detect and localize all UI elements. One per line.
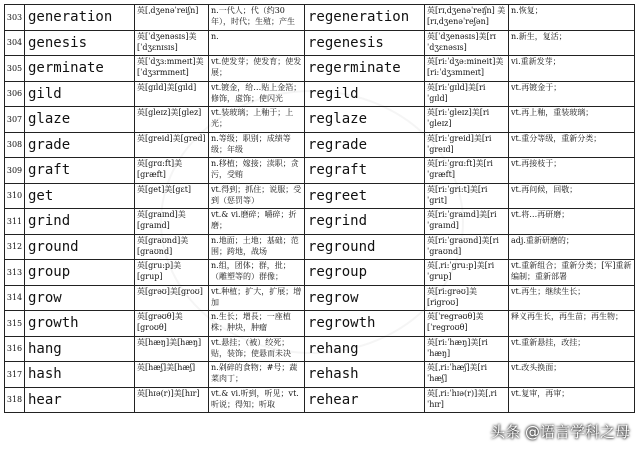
headword-text: growth [28,315,79,332]
derived-word [305,183,425,209]
row-number [5,30,25,56]
pronunciation [135,234,209,260]
pronunciation-text: 英[ˈdʒɜ:mɪneɪt]美[ˈdʒɜrmɪneɪt] [137,57,204,77]
derived-pronunciation [425,132,509,158]
derived-pronunciation [425,387,509,413]
derived-definition-text: vt.重新悬挂，改挂； [511,337,586,347]
derived-word-text: regild [308,85,359,102]
pronunciation [135,209,209,235]
headword [25,81,135,107]
row-number [5,81,25,107]
row-number-text: 312 [6,242,23,252]
definition [209,183,305,209]
derived-pronunciation-text: 英[ri:ˈhæŋ]美[riˈhæŋ] [427,337,488,358]
headword-text: ground [28,238,79,255]
derived-definition [509,56,635,82]
table-row [5,336,635,362]
definition-text: n.地面；土地；基础；范围；跨地，战场 [211,235,299,256]
definition-text: n.组，团体；群，批；（雕塑等的）群像； [211,261,291,281]
row-number [5,362,25,388]
pronunciation-text: 英[graʊnd]美[graʊnd] [137,235,189,256]
definition-text: n.剁碎的食物；#号；蔬菜肉丁； [211,363,298,383]
derived-definition-text: vt.再接枝于； [511,159,562,168]
pronunciation-text: 英[grəʊθ]美[groʊθ] [137,312,183,332]
row-number-text: 314 [6,293,23,303]
headword-text: grade [28,136,71,153]
row-number-text: 317 [6,369,23,379]
row-number-text: 305 [6,63,23,73]
derived-definition [509,81,635,107]
headword [25,183,135,209]
derived-definition [509,158,635,184]
definition-text: n.等级；职别；成绩等级；年级 [211,133,291,154]
derived-pronunciation-text: 英[rɪˌdʒenəˈreɪʃn] 美[rɪˌdʒenəˈreʃən] [427,6,506,26]
derived-pronunciation-text: 英[ri:ˈdʒə:mineit]美[ri:ˈdʒɜmɪneɪt] [427,57,504,77]
derived-definition [509,260,635,286]
definition [209,260,305,286]
derived-definition [509,387,635,413]
definition-text: n.移植；嫁接；渎职；贪污，受贿 [211,159,299,179]
derived-pronunciation-text: 英[ˈregrəʊθ]美[ˈregroʊθ] [427,312,484,332]
definition-text: vt.镀金，给…贴上金箔；修饰，虚饰；使闪光 [211,82,302,103]
headword-text: hear [28,391,62,408]
derived-pronunciation [425,56,509,82]
row-number [5,158,25,184]
definition [209,30,305,56]
derived-word [305,107,425,133]
pronunciation [135,260,209,286]
derived-word [305,81,425,107]
derived-word-text: regrind [308,213,368,230]
derived-word [305,30,425,56]
derived-word [305,285,425,311]
derived-definition-text: n.新生，复活； [511,31,567,41]
derived-definition-text: vt.重分等级，重新分类； [511,133,602,143]
headword [25,107,135,133]
derived-pronunciation [425,183,509,209]
derived-pronunciation [425,311,509,337]
derived-word-text: regeneration [308,9,410,26]
headword-text: hash [28,366,62,383]
definition-text: vt.装玻璃；上釉于；上光； [211,108,294,128]
row-number-text: 315 [6,318,23,328]
derived-word-text: regrade [308,136,368,153]
definition [209,336,305,362]
headword [25,56,135,82]
table-row [5,234,635,260]
headword [25,387,135,413]
table-row [5,183,635,209]
source-watermark: 头条 @语言学科之母 [490,423,630,441]
derived-definition [509,209,635,235]
derived-definition [509,285,635,311]
headword-text: gild [28,85,62,102]
derived-word [305,132,425,158]
derived-word [305,387,425,413]
row-number-text: 310 [6,191,23,201]
headword-text: grow [28,289,62,306]
table-row [5,311,635,337]
headword [25,362,135,388]
derived-word-text: reglaze [308,111,368,128]
derived-definition-text: vt.重新组合；重新分类；[军]重新编制；重新部署 [511,261,632,281]
derived-pronunciation-text: 英[ri:ˈgrɑ:ft]美[riˈgræft] [427,159,493,179]
headword-text: generation [28,9,113,26]
definition [209,311,305,337]
table-row [5,260,635,286]
pronunciation-text: 英[hæʃ]美[hæʃ] [137,363,196,372]
derived-word-text: regrow [308,289,359,306]
derived-pronunciation [425,260,509,286]
pronunciation-text: 英[gɪld]美[gɪld] [137,82,197,92]
headword-text: get [28,187,54,204]
derived-word-text: reground [308,238,376,255]
pronunciation-text: 英[ˈdʒenəsɪs]美[ˈdʒɛnɪsɪs] [137,31,197,52]
table-row [5,132,635,158]
table-row [5,209,635,235]
derived-word [305,56,425,82]
derived-word [305,234,425,260]
derived-word-text: regroup [308,264,368,281]
headword-text: glaze [28,111,71,128]
pronunciation-text: 英[grɑ:ft]美[græft] [137,159,183,179]
headword [25,260,135,286]
derived-pronunciation [425,285,509,311]
derived-pronunciation-text: 英[ˌri:ˈhɪə(r)]美[ˌriˈhɪr] [427,388,497,409]
table-row [5,30,635,56]
derived-definition-text: 释义再生长，再生苗；再生物； [511,312,623,321]
derived-definition [509,234,635,260]
headword [25,5,135,31]
row-number-text: 306 [6,89,23,99]
headword-text: genesis [28,34,88,51]
pronunciation-text: 英[gru:p]美[grup] [137,261,182,281]
headword [25,30,135,56]
derived-definition-text: vt.再镀金于； [511,82,562,92]
row-number [5,234,25,260]
pronunciation-text: 英[ˌdʒenəˈreiʃn] [137,6,199,15]
definition [209,209,305,235]
derived-definition [509,336,635,362]
derived-pronunciation [425,158,509,184]
pronunciation-text: 英[get]美[gɛt] [137,184,192,194]
derived-word [305,209,425,235]
headword [25,234,135,260]
derived-pronunciation-text: 英[ˈdʒenəsɪs]美[rɪˈdʒɛnəsɪs] [427,31,496,52]
derived-definition-text: vt.再生；继续生长； [511,286,586,296]
derived-pronunciation-text: 英[ˌri:ˈgru:p]美[riˈgrup] [427,261,495,281]
definition-text: vt.得到；抓住；说服；受到（惩罚等） [211,184,302,205]
headword-text: graft [28,162,71,179]
row-number [5,132,25,158]
definition [209,81,305,107]
derived-word [305,260,425,286]
derived-word-text: regreet [308,187,368,204]
definition-text: vt.悬挂；（被）绞死；贴，装饰；使悬而未决 [211,337,291,358]
derived-word [305,362,425,388]
derived-definition [509,30,635,56]
derived-definition [509,132,635,158]
table-row [5,5,635,31]
pronunciation [135,132,209,158]
row-number [5,107,25,133]
pronunciation [135,81,209,107]
derived-word-text: regrowth [308,315,376,332]
row-number-text: 316 [6,344,23,354]
headword-text: germinate [28,60,104,77]
definition-text: n.生长；增長；一座植株；肿块，肿瘤 [211,312,291,332]
headword [25,209,135,235]
derived-pronunciation [425,30,509,56]
row-number-text: 309 [6,165,23,175]
pronunciation [135,30,209,56]
derived-definition [509,362,635,388]
derived-pronunciation [425,209,509,235]
headword [25,336,135,362]
headword-text: hang [28,340,62,357]
definition-text: vt.& vi.磨碎；嚼碎；折磨； [211,210,297,230]
derived-definition-text: vt.复审，再审； [511,388,570,398]
derived-word [305,336,425,362]
pronunciation [135,56,209,82]
row-number [5,387,25,413]
pronunciation [135,362,209,388]
pronunciation [135,158,209,184]
derived-word-text: rehang [308,340,359,357]
definition [209,285,305,311]
derived-pronunciation [425,5,509,31]
derived-pronunciation [425,336,509,362]
pronunciation-text: 英[hæŋ]美[hæŋ] [137,337,202,347]
derived-pronunciation-text: 英[ri:ˈgri:t]美[riˈgrit] [427,184,488,205]
definition-text: n.一代人；代（约30年），时代；生殖；产生 [211,6,295,26]
table-row [5,107,635,133]
derived-pronunciation-text: 英[ˌri:ˈhæʃ]美[riˈhæʃ] [427,363,488,383]
pronunciation-text: 英[greid]美[gred] [137,133,206,143]
derived-pronunciation-text: 英[ri:ˈgraʊnd]美[riˈgraʊnd] [427,235,499,256]
table-row [5,56,635,82]
derived-definition [509,311,635,337]
definition [209,362,305,388]
vocabulary-table [4,4,635,413]
pronunciation [135,107,209,133]
derived-pronunciation [425,81,509,107]
pronunciation [135,183,209,209]
derived-definition-text: vt.再问候，回敬； [511,184,578,194]
definition-text: vt.& vi.听到，听见；vt.听说；得知；听取 [211,388,299,409]
row-number [5,5,25,31]
headword [25,285,135,311]
derived-definition [509,183,635,209]
table-row [5,387,635,413]
derived-word-text: regenesis [308,34,384,51]
derived-definition-text: adj.重新研磨的； [511,235,574,245]
derived-pronunciation-text: 英[ri:grəʊ]美[rigroʊ] [427,286,477,307]
derived-pronunciation [425,234,509,260]
row-number [5,183,25,209]
table-row [5,362,635,388]
definition [209,5,305,31]
row-number-text: 303 [6,12,23,22]
headword [25,311,135,337]
pronunciation-text: 英[grəʊ]美[groʊ] [137,286,203,296]
derived-definition [509,107,635,133]
definition [209,132,305,158]
derived-pronunciation-text: 英[ri:ˈgɪld]美[riˈgɪld] [427,82,486,103]
derived-definition-text: vt.将…再研磨； [511,210,570,219]
definition [209,56,305,82]
derived-word-text: rehash [308,366,359,383]
row-number-text: 311 [6,216,23,226]
row-number-text: 318 [6,395,23,405]
row-number [5,56,25,82]
pronunciation-text: 英[hɪə(r)]美[hɪr] [137,388,200,398]
definition [209,387,305,413]
row-number [5,260,25,286]
definition [209,234,305,260]
row-number [5,336,25,362]
derived-definition [509,5,635,31]
pronunciation-text: 英[graɪnd]美[graɪnd] [137,210,186,230]
headword-text: group [28,264,71,281]
derived-pronunciation [425,362,509,388]
definition [209,158,305,184]
definition-text: n. [211,31,219,41]
row-number-text: 307 [6,114,23,124]
headword [25,132,135,158]
definition-text: vt.种植；扩大，扩展；增加 [211,286,302,307]
derived-word-text: regerminate [308,60,401,77]
derived-pronunciation-text: 英[ri:ˈgleɪz]美[riˈgleɪz] [427,108,490,128]
headword [25,158,135,184]
pronunciation [135,336,209,362]
derived-word-text: regraft [308,162,368,179]
derived-definition-text: vt.再上釉，重装玻璃； [511,108,594,117]
derived-word [305,158,425,184]
derived-definition-text: vi.重新发芽； [511,57,561,66]
pronunciation [135,285,209,311]
pronunciation-text: 英[gleɪz]美[glez] [137,108,202,117]
derived-word [305,5,425,31]
derived-definition-text: vt.改头换面； [511,363,562,372]
row-number [5,209,25,235]
derived-definition-text: n.恢复； [511,6,543,15]
row-number [5,285,25,311]
derived-pronunciation-text: 英[ri:ˈgreid]美[riˈgreɪd] [427,133,492,154]
definition-text: vt.使发芽；使发育；使发展； [211,57,302,77]
row-number [5,311,25,337]
row-number-text: 304 [6,38,23,48]
row-number-text: 313 [6,267,23,277]
table-row [5,285,635,311]
row-number-text: 308 [6,140,23,150]
headword-text: grind [28,213,71,230]
pronunciation [135,387,209,413]
derived-pronunciation-text: 英[ri:ˈgraɪnd]美[riˈgraɪnd] [427,210,497,230]
pronunciation [135,311,209,337]
definition [209,107,305,133]
derived-word-text: rehear [308,391,359,408]
pronunciation [135,5,209,31]
table-row [5,158,635,184]
derived-pronunciation [425,107,509,133]
table-row [5,81,635,107]
derived-word [305,311,425,337]
